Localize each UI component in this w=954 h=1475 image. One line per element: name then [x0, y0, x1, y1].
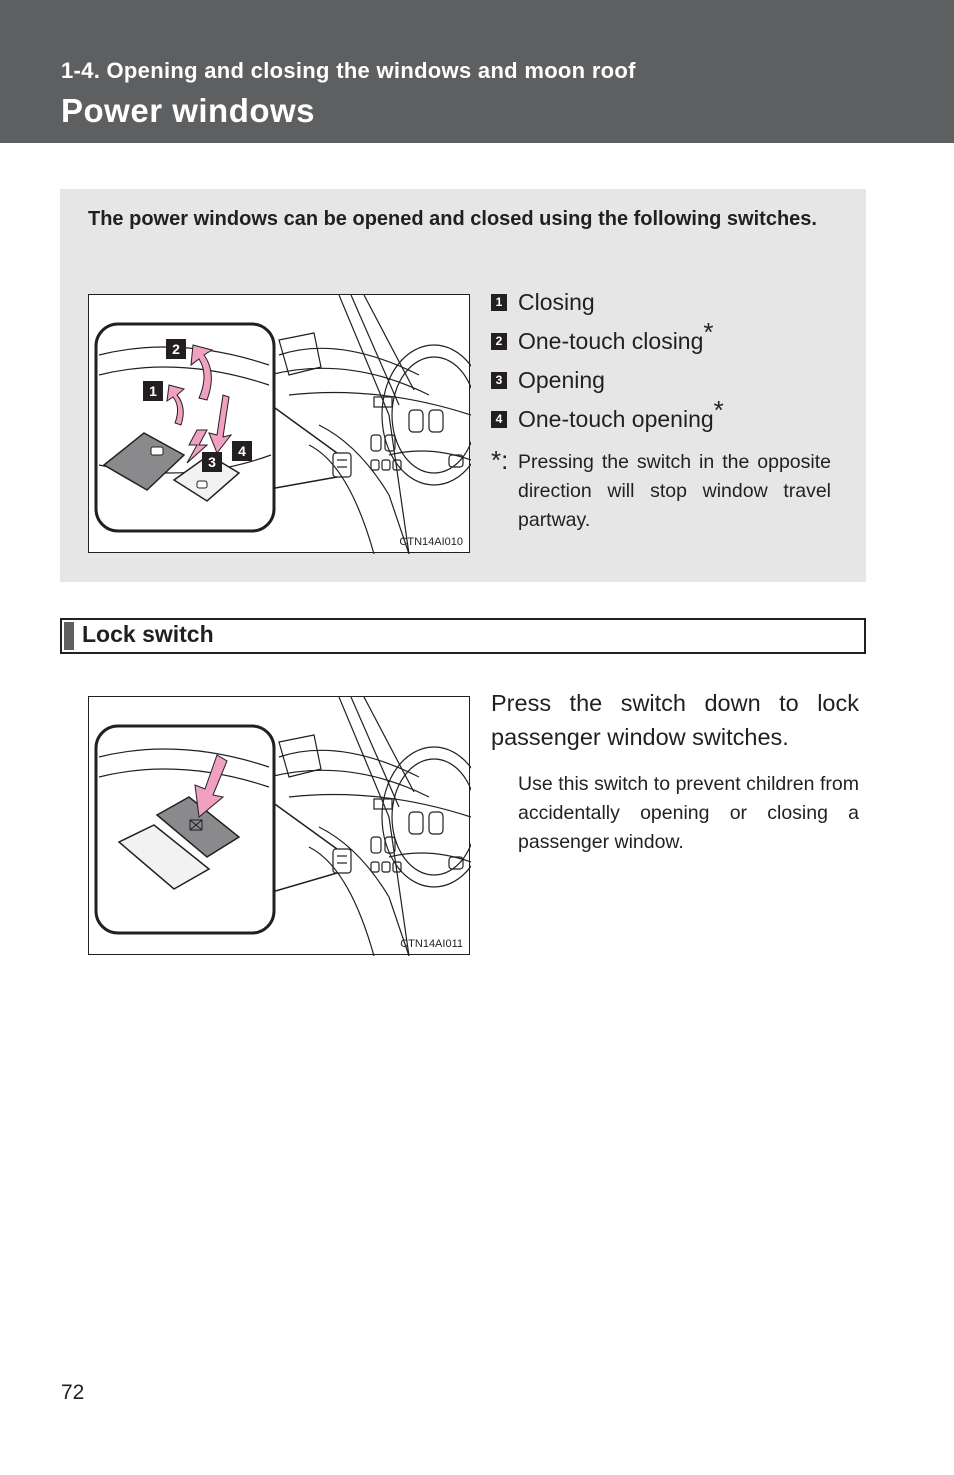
legend-label: One-touch closing	[518, 328, 704, 354]
footnote-text: Pressing the switch in the opposite direction will stop window travel partway.	[518, 451, 831, 531]
lock-switch-sub-text: Use this switch to prevent children from accidentally opening or closing a passenger window.	[518, 773, 859, 853]
callout-1-label: 1	[149, 383, 157, 399]
section-title: 1-4. Opening and closing the windows and moon roof	[61, 58, 636, 83]
heading-label: Lock switch	[82, 621, 214, 647]
legend-item	[491, 395, 831, 442]
callout-4	[232, 441, 252, 461]
page-title: Power windows	[61, 92, 316, 129]
callout-3	[202, 452, 222, 472]
legend-number: 3	[491, 372, 507, 389]
legend-number: 2	[491, 333, 507, 350]
callout-2-label: 2	[172, 341, 180, 357]
legend-number: 1	[491, 294, 507, 311]
legend-item	[491, 317, 831, 364]
footnote-mark: *:	[491, 445, 509, 475]
power-window-switch-figure	[88, 294, 470, 553]
page-header	[0, 0, 954, 143]
intro-box	[60, 189, 866, 582]
legend-item	[491, 364, 831, 403]
figure-code: CTN14AI011	[400, 938, 463, 950]
callout-4-label: 4	[238, 443, 246, 459]
figure-code: CTN14AI010	[399, 536, 463, 548]
callout-3-label: 3	[208, 454, 216, 470]
legend-label: One-touch opening	[518, 406, 714, 432]
lock-switch-illustration	[89, 697, 471, 956]
legend-list	[491, 286, 831, 442]
legend-label: Closing	[518, 289, 595, 315]
legend-item	[491, 286, 831, 325]
heading-bar	[64, 622, 74, 650]
page-number: 72	[61, 1381, 85, 1404]
intro-text: The power windows can be opened and closed using the following switches.	[88, 208, 817, 230]
asterisk: *	[713, 395, 724, 425]
lock-switch-figure	[88, 696, 470, 955]
asterisk: *	[703, 317, 714, 347]
legend-number: 4	[491, 411, 507, 428]
callout-1	[143, 381, 163, 401]
lock-switch-main-text: Press the switch down to lock passenger window switches.	[491, 690, 859, 750]
dashboard-illustration	[89, 295, 471, 554]
legend-label: Opening	[518, 367, 605, 393]
callout-2	[166, 339, 186, 359]
lock-switch-heading	[60, 618, 866, 654]
